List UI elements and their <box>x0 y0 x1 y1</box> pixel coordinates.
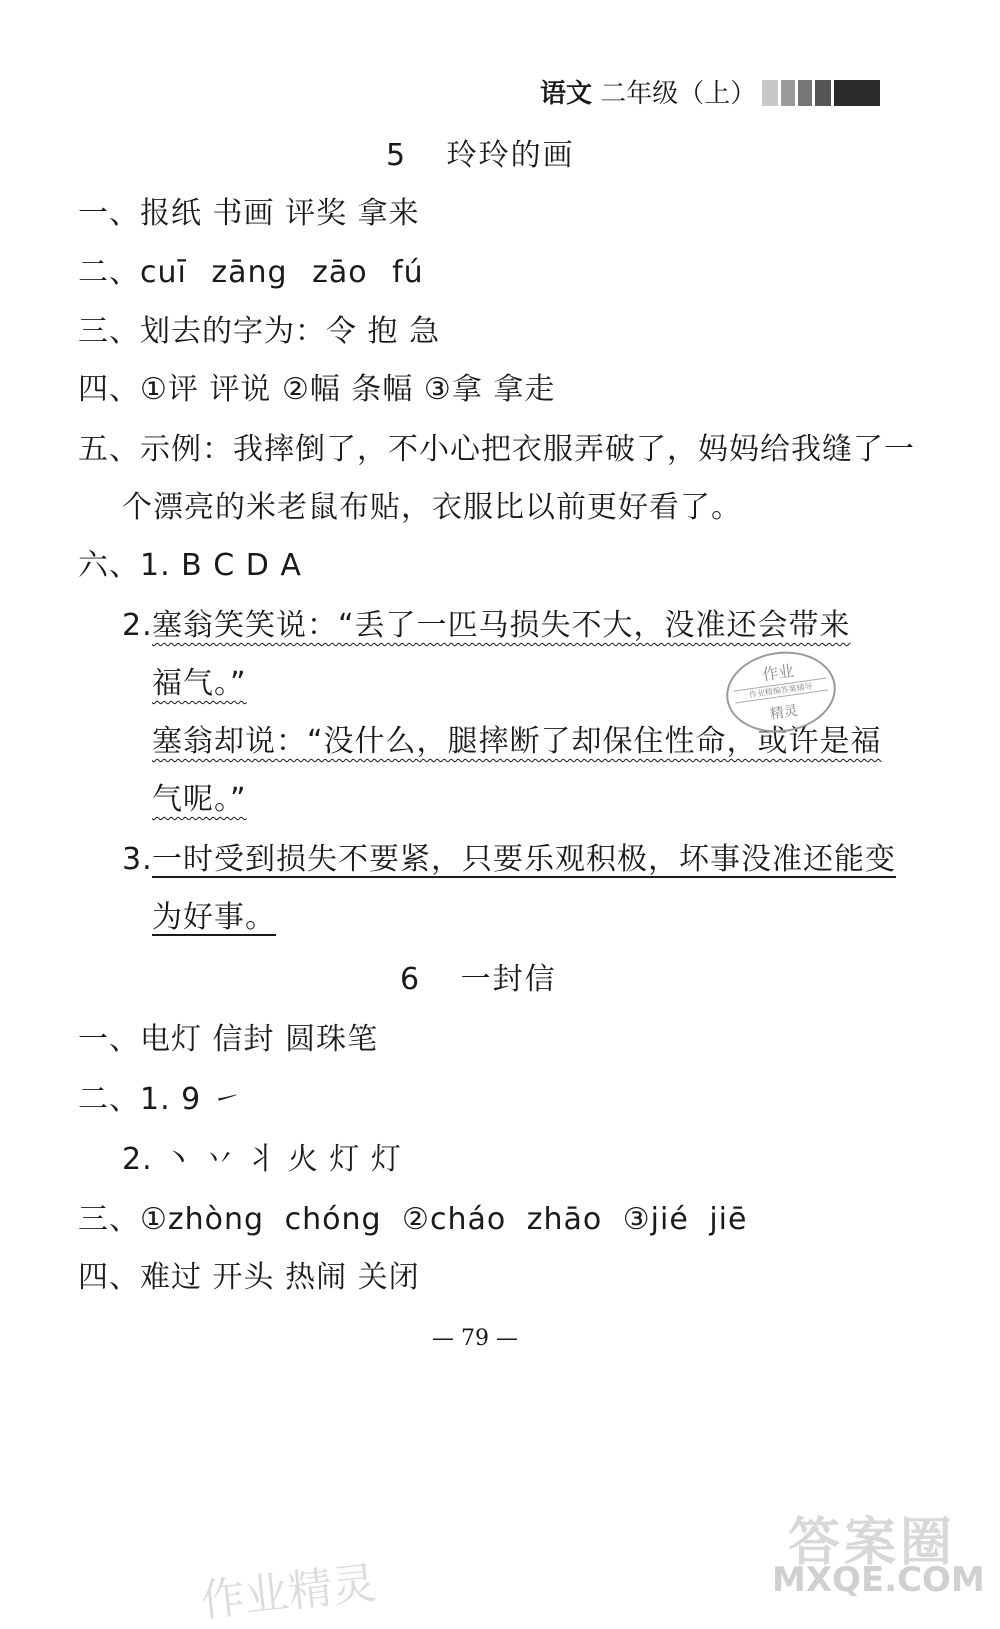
l5-answer-6-2-line2 <box>152 664 247 704</box>
l5-answer-2-pinyin: cuī zāng zāo fú <box>140 255 424 290</box>
underlined-text: 一时受到损失不要紧，只要乐观积极，坏事没准还能变 <box>152 842 896 877</box>
header-bar <box>781 80 795 106</box>
lesson-5-number: 5 <box>386 138 408 173</box>
grade-label: 二年级（上） <box>600 79 757 109</box>
header-bar <box>834 80 880 106</box>
l5-answer-2-label: 二、 <box>78 255 140 290</box>
subject-label: 语文 <box>540 79 593 109</box>
l5-answer-4: 四、①评 评说 ②幅 条幅 ③拿 拿走 <box>78 372 556 407</box>
l5-answer-1: 一、报纸 书画 评奖 拿来 <box>78 196 420 231</box>
lesson-6-heading <box>400 960 557 1000</box>
l5-answer-2 <box>78 253 424 293</box>
lesson-6-title: 一封信 <box>460 962 557 997</box>
watermark-site-name: 答案圈 <box>788 1513 957 1573</box>
header-bar <box>815 80 831 106</box>
lesson-5-title: 玲玲的画 <box>446 138 575 173</box>
l6-answer-3 <box>78 1200 747 1240</box>
page-number: — 79 — <box>432 1326 518 1351</box>
l5-answer-6-3-line1 <box>152 840 896 880</box>
l5-answer-6-3-prefix: 3. <box>122 842 153 877</box>
stamp-top-text: 作业 <box>761 661 796 685</box>
l5-answer-3: 三、划去的字为：令 抱 急 <box>78 314 441 349</box>
l5-answer-5-line2: 个漂亮的米老鼠布贴，衣服比以前更好看了。 <box>122 490 742 525</box>
l5-answer-6-1: 六、1. B C D A <box>78 548 302 583</box>
l6-answer-2-1: 二、1. 9 ㇀ <box>78 1082 243 1117</box>
header-subject <box>540 78 756 110</box>
l6-answer-3-pinyin: ①zhòng chóng ②cháo zhāo ③jié jiē <box>140 1202 748 1237</box>
l5-answer-6-2-line1 <box>152 606 851 646</box>
watermark-site-url: MXQE.COM <box>772 1560 985 1600</box>
stamp-bottom-text: 精灵 <box>768 702 799 723</box>
header-bar <box>762 80 778 106</box>
wavy-underlined-text: 气呢。” <box>152 782 247 817</box>
wavy-underlined-text: 塞翁却说：“没什么，腿摔断了却保住性命，或许是福 <box>152 724 882 759</box>
header-bar <box>798 80 812 106</box>
wavy-underlined-text: 塞翁笑笑说：“丢了一匹马损失不大，没准还会带来 <box>152 608 851 643</box>
underlined-text: 为好事。 <box>152 900 276 935</box>
lesson-5-heading <box>386 136 575 176</box>
stamp-middle-text: 作业精编答案辅导 <box>733 678 828 704</box>
l5-answer-6-2-line4 <box>152 780 247 820</box>
l6-answer-2-2: 2. 丶 丷 丬 火 灯 灯 <box>122 1142 402 1177</box>
wavy-underlined-text: 福气。” <box>152 666 247 701</box>
header-decoration-bars <box>762 80 880 106</box>
l6-answer-3-label: 三、 <box>78 1202 140 1237</box>
l5-answer-5-line1: 五、示例：我摔倒了，不小心把衣服弄破了，妈妈给我缝了一 <box>78 432 915 467</box>
lesson-6-number: 6 <box>400 962 422 997</box>
l5-answer-6-2-prefix: 2. <box>122 608 153 643</box>
l5-answer-6-3-line2 <box>152 898 276 938</box>
l6-answer-1: 一、电灯 信封 圆珠笔 <box>78 1022 379 1057</box>
watermark-bottom-left: 作业精灵 <box>198 1557 379 1628</box>
l6-answer-4: 四、难过 开头 热闹 关闭 <box>78 1260 420 1295</box>
